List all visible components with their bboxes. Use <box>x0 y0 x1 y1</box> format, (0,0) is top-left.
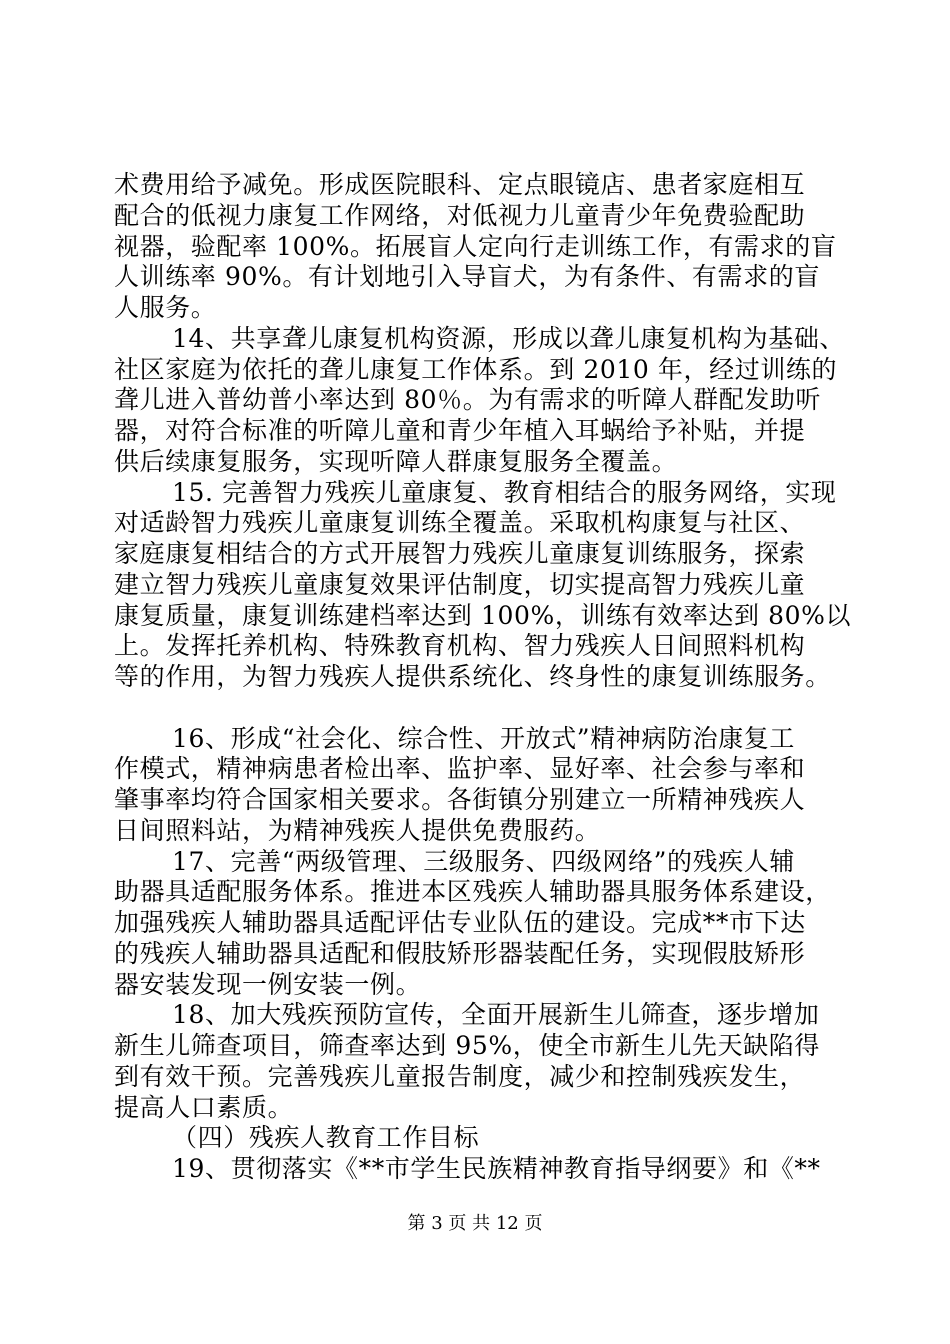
paragraph-16-start: 16、形成“社会化、综合性、开放式”精神病防治康复工 <box>172 724 795 753</box>
text-line: 康复质量，康复训练建档率达到 100%，训练有效率达到 80%以 <box>114 601 852 630</box>
text-line: 的残疾人辅助器具适配和假肢矫形器装配任务，实现假肢矫形 <box>114 939 806 968</box>
text-line: 聋儿进入普幼普小率达到 80％。为有需求的听障人群配发助听 <box>114 385 822 414</box>
text-line: 助器具适配服务体系。推进本区残疾人辅助器具服务体系建设， <box>114 877 831 906</box>
text-line: 社区家庭为依托的聋儿康复工作体系。到 2010 年，经过训练的 <box>114 355 838 384</box>
paragraph-15-start: 15. 完善智力残疾儿童康复、教育相结合的服务网络，实现 <box>172 478 837 507</box>
text-line: 术费用给予减免。形成医院眼科、定点眼镜店、患者家庭相互 <box>114 170 806 199</box>
paragraph-17-start: 17、完善“两级管理、三级服务、四级网络”的残疾人辅 <box>172 847 795 876</box>
text-line: 器安装发现一例安装一例。 <box>114 970 422 999</box>
text-line: 上。发挥托养机构、特殊教育机构、智力残疾人日间照料机构 <box>114 631 806 660</box>
text-line: 肇事率均符合国家相关要求。各街镇分别建立一所精神残疾人 <box>114 785 806 814</box>
paragraph-18-start: 18、加大残疾预防宣传，全面开展新生儿筛查，逐步增加 <box>172 1000 820 1029</box>
page-footer: 第 3 页 共 12 页 <box>407 1213 543 1234</box>
text-line: 供后续康复服务，实现听障人群康复服务全覆盖。 <box>114 447 678 476</box>
text-line: 器，对符合标准的听障儿童和青少年植入耳蜗给予补贴，并提 <box>114 416 806 445</box>
text-line: 建立智力残疾儿童康复效果评估制度，切实提高智力残疾儿童 <box>114 570 806 599</box>
text-line: 作模式，精神病患者检出率、监护率、显好率、社会参与率和 <box>114 754 806 783</box>
text-line: 人服务。 <box>114 293 217 322</box>
paragraph-14-start: 14、共享聋儿康复机构资源，形成以聋儿康复机构为基础、 <box>172 324 846 353</box>
text-line: 加强残疾人辅助器具适配评估专业队伍的建设。完成**市下达 <box>114 908 806 937</box>
text-line: 新生儿筛查项目，筛查率达到 95%，使全市新生儿先天缺陷得 <box>114 1031 820 1060</box>
section-heading: （四）残疾人教育工作目标 <box>172 1123 480 1152</box>
text-line: 家庭康复相结合的方式开展智力残疾儿童康复训练服务，探索 <box>114 539 806 568</box>
text-line: 人训练率 90%。有计划地引入导盲犬，为有条件、有需求的盲 <box>114 262 820 291</box>
text-line: 等的作用，为智力残疾人提供系统化、终身性的康复训练服务。 <box>114 662 831 691</box>
text-line: 对适龄智力残疾儿童康复训练全覆盖。采取机构康复与社区、 <box>114 508 806 537</box>
paragraph-19-start: 19、贯彻落实《**市学生民族精神教育指导纲要》和《** <box>172 1154 821 1183</box>
text-line: 视器，验配率 100%。拓展盲人定向行走训练工作，有需求的盲 <box>114 232 837 261</box>
text-line: 日间照料站，为精神残疾人提供免费服药。 <box>114 816 601 845</box>
text-line: 到有效干预。完善残疾儿童报告制度，减少和控制残疾发生， <box>114 1062 806 1091</box>
text-line: 提高人口素质。 <box>114 1093 294 1122</box>
text-line: 配合的低视力康复工作网络，对低视力儿童青少年免费验配助 <box>114 201 806 230</box>
